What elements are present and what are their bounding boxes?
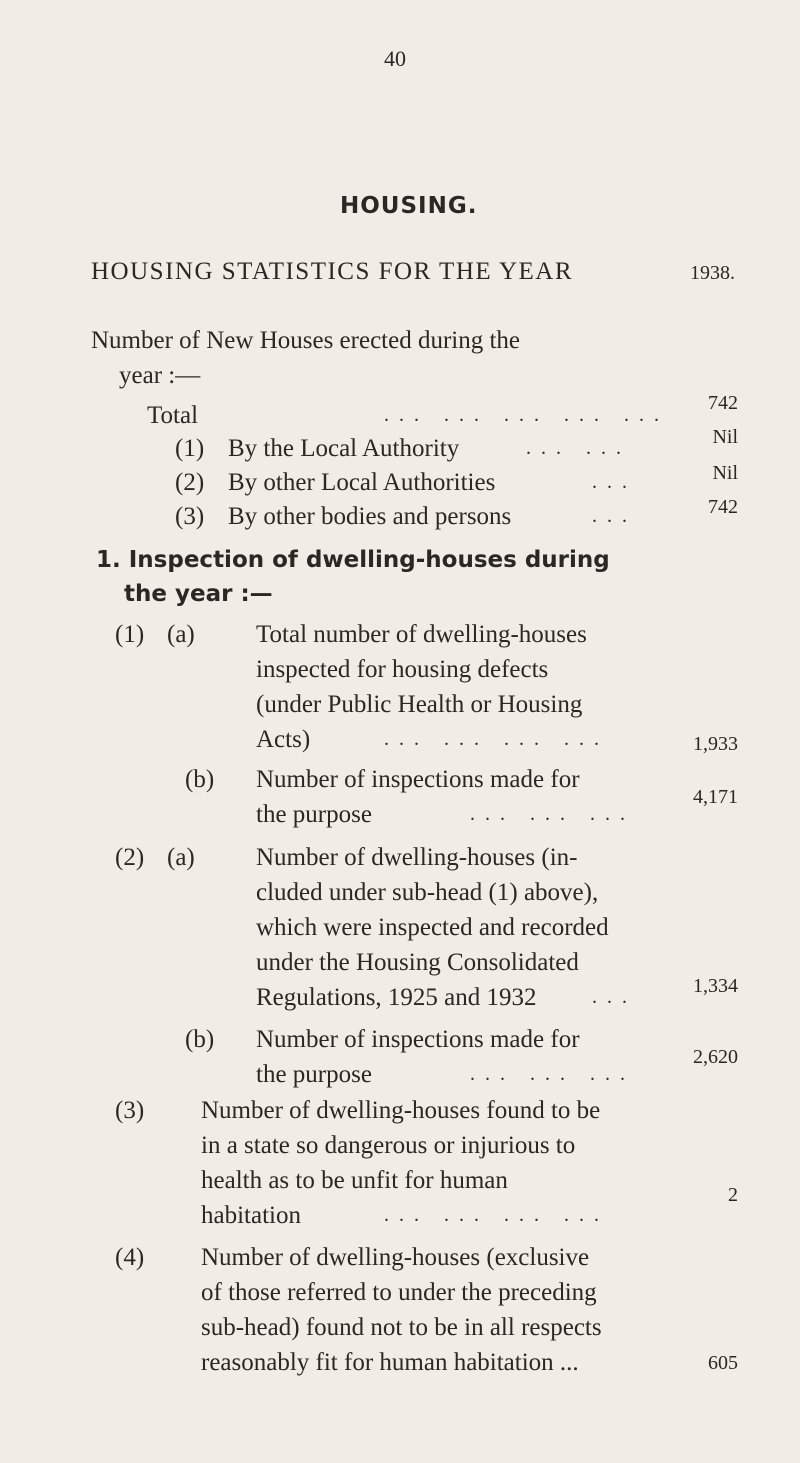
section-marker: (4) bbox=[115, 1244, 145, 1271]
leader-dots: ... bbox=[592, 471, 637, 493]
value-1a: 1,933 bbox=[693, 733, 738, 755]
text-line: Number of inspections made for bbox=[256, 1026, 580, 1053]
text-line: of those referred to under the preceding bbox=[201, 1279, 597, 1306]
text-line: under the Housing Consolidated bbox=[256, 949, 579, 976]
section-marker: (1) bbox=[115, 621, 145, 648]
text-line: the purpose bbox=[256, 801, 372, 828]
text-line: Total number of dwelling-houses bbox=[256, 621, 587, 648]
value-1b: 4,171 bbox=[693, 786, 738, 808]
item-label: By other Local Authorities bbox=[228, 469, 496, 496]
text-line: which were inspected and recorded bbox=[256, 914, 609, 941]
leader-dots: ... ... ... bbox=[470, 1063, 635, 1085]
inspection-title: 1. Inspection of dwelling-houses during bbox=[96, 547, 610, 573]
text-line: in a state so dangerous or injurious to bbox=[201, 1132, 576, 1159]
text-line: habitation bbox=[201, 1202, 301, 1229]
text-line: Regulations, 1925 and 1932 bbox=[256, 984, 537, 1011]
new-houses-intro: Number of New Houses erected during the bbox=[91, 327, 521, 354]
section-subheading: HOUSING STATISTICS FOR THE YEAR bbox=[91, 258, 574, 285]
leader-dots: ... ... ... ... bbox=[384, 1204, 609, 1226]
sub-marker: (a) bbox=[167, 621, 195, 648]
leader-dots: ... ... ... bbox=[470, 803, 635, 825]
leader-dots: ... ... bbox=[526, 437, 631, 459]
inspection-title-cont: the year :— bbox=[124, 581, 273, 607]
text-line: Number of dwelling-houses found to be bbox=[201, 1097, 601, 1124]
sub-marker: (b) bbox=[185, 1026, 215, 1053]
new-houses-intro-cont: year :— bbox=[119, 362, 201, 389]
leader-dots: ... ... ... ... bbox=[384, 728, 609, 750]
text-line: (under Public Health or Housing bbox=[256, 691, 583, 718]
text-line: sub-head) found not to be in all respects bbox=[201, 1314, 602, 1341]
item-value: Nil bbox=[712, 462, 738, 484]
section-marker: (3) bbox=[115, 1097, 145, 1124]
text-line: inspected for housing defects bbox=[256, 656, 549, 683]
text-line: reasonably fit for human habitation ... bbox=[201, 1349, 579, 1376]
item-label: By other bodies and persons bbox=[228, 503, 512, 530]
item-number: (2) bbox=[175, 469, 205, 496]
text-line: the purpose bbox=[256, 1061, 372, 1088]
text-line: Number of inspections made for bbox=[256, 766, 580, 793]
total-label: Total bbox=[147, 402, 199, 429]
value-3: 2 bbox=[728, 1184, 738, 1206]
text-line: Acts) bbox=[256, 726, 311, 753]
leader-dots: ... bbox=[592, 505, 637, 527]
text-line: Number of dwelling-houses (exclusive bbox=[201, 1244, 590, 1271]
item-value: 742 bbox=[708, 496, 738, 518]
sub-marker: (b) bbox=[185, 766, 215, 793]
text-line: Number of dwelling-houses (in- bbox=[256, 844, 578, 871]
value-2b: 2,620 bbox=[693, 1046, 738, 1068]
item-value: Nil bbox=[712, 426, 738, 448]
subheading-year: 1938. bbox=[690, 262, 735, 284]
page-heading: HOUSING. bbox=[340, 193, 478, 219]
value-4: 605 bbox=[708, 1352, 738, 1374]
text-line: cluded under sub-head (1) above), bbox=[256, 879, 599, 906]
total-value: 742 bbox=[708, 392, 738, 414]
item-number: (1) bbox=[175, 435, 205, 462]
value-2a: 1,334 bbox=[693, 975, 738, 997]
page-number: 40 bbox=[384, 46, 406, 71]
section-marker: (2) bbox=[115, 844, 145, 871]
item-number: (3) bbox=[175, 503, 205, 530]
text-line: health as to be unfit for human bbox=[201, 1167, 508, 1194]
leader-dots: ... bbox=[592, 986, 637, 1008]
sub-marker: (a) bbox=[167, 844, 195, 871]
item-label: By the Local Authority bbox=[228, 435, 460, 462]
leader-dots: ... ... ... ... ... bbox=[384, 404, 669, 426]
